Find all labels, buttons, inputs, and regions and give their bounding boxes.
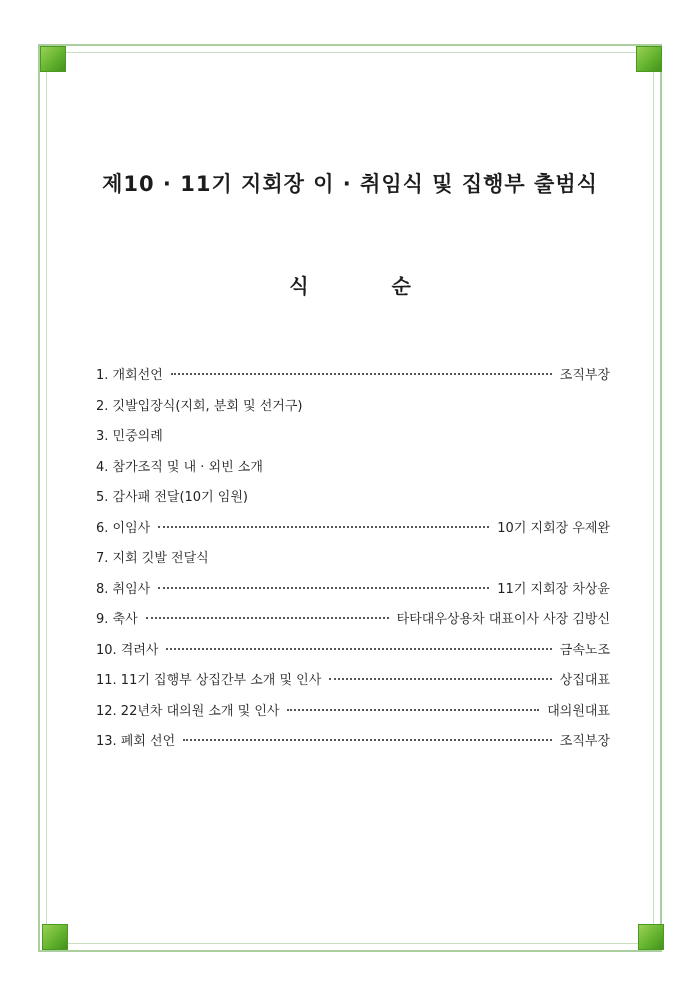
program-item [96,639,610,670]
program-item [96,486,610,517]
dot-leader [146,617,389,619]
program-item [96,395,610,426]
program-item [96,517,610,548]
program-item-label: 8. 취임사 [96,581,151,597]
corner-ornament-bottom-right [638,924,664,950]
program-item [96,547,610,578]
program-item-speaker: 대의원대표 [547,703,610,719]
dot-leader [158,526,489,528]
section-heading: 식 순 [289,274,449,298]
program-item-label: 4. 참가조직 및 내 · 외빈 소개 [96,459,263,475]
program-item-label: 6. 이임사 [96,520,151,536]
program-item [96,608,610,639]
program-item-speaker: 상집대표 [559,673,610,688]
dot-leader [166,648,551,650]
program-item-label: 10. 격려사 [96,642,159,658]
document-title: 제10 · 11기 지회장 이 · 취임식 및 집행부 출범식 [102,172,598,196]
program-item-speaker: 조직부장 [559,734,610,749]
program-item [96,730,610,761]
corner-ornament-top-left [40,46,66,72]
program-item [96,456,610,487]
program-item-label: 2. 깃발입장식(지회, 분회 및 선거구) [96,398,303,414]
program-item [96,425,610,456]
program-item [96,669,610,700]
dot-leader [158,587,489,589]
program-item-label: 5. 감사패 전달(10기 임원) [96,490,248,505]
program-item-speaker: 타타대우상용차 대표이사 사장 김방신 [396,612,610,627]
program-item-speaker: 금속노조 [559,642,610,658]
dot-leader [171,373,552,375]
program-list [96,364,610,761]
dot-leader [329,678,552,680]
program-item [96,364,610,395]
program-item [96,700,610,731]
corner-ornament-bottom-left [42,924,68,950]
program-item [96,578,610,609]
program-item-label: 9. 축사 [96,612,138,627]
program-item-speaker: 11기 지회장 차상윤 [497,581,610,597]
program-item-label: 11. 11기 집행부 상집간부 소개 및 인사 [96,673,322,688]
program-item-label: 3. 민중의례 [96,429,163,444]
program-item-speaker: 10기 지회장 우제완 [497,520,610,536]
program-item-label: 1. 개회선언 [96,368,163,383]
program-item-label: 13. 폐회 선언 [96,734,176,749]
program-item-label: 12. 22년차 대의원 소개 및 인사 [96,703,280,719]
dot-leader [183,739,552,741]
corner-ornament-top-right [636,46,662,72]
program-item-label: 7. 지회 깃발 전달식 [96,551,209,566]
program-item-speaker: 조직부장 [559,368,610,383]
dot-leader [287,709,539,711]
